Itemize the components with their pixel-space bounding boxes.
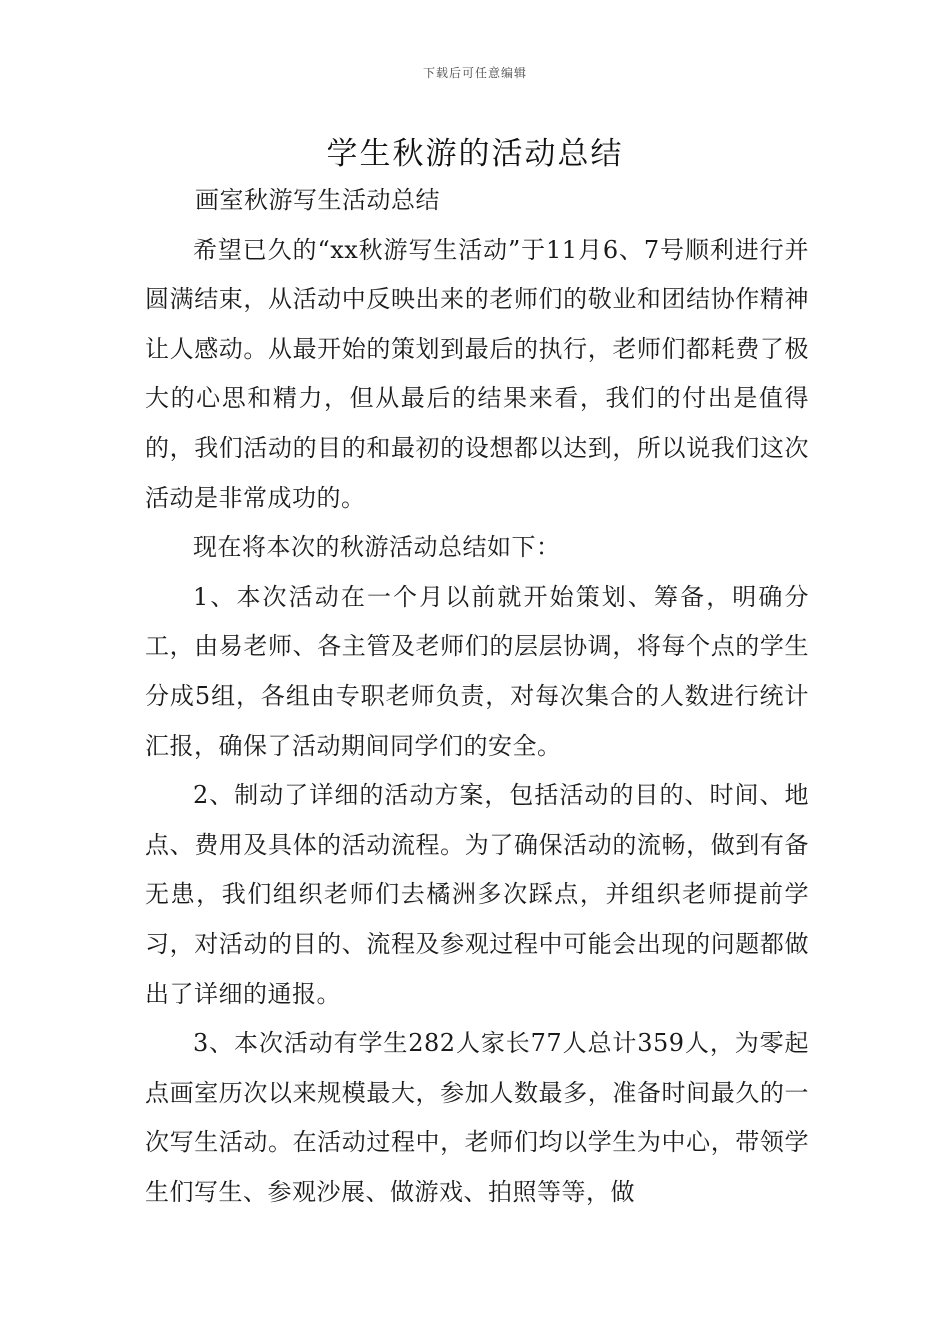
paragraph-intro: 希望已久的“xx秋游写生活动”于11月6、7号顺利进行并圆满结束，从活动中反映出来的老师们的敬业和团结协作精神让人感动。从最开始的策划到最后的执行，老师们都耗费了极大的心思和精力，但从最后的结果来看，我们的付出是值得的，我们活动的目的和最初的设想都以达到，所以说我们这次活动是非常成功的。 — [145, 235, 809, 512]
header-note: 下载后可任意编辑 — [422, 66, 527, 80]
paragraph-item-2: 2、制动了详细的活动方案，包括活动的目的、时间、地点、费用及具体的活动流程。为了确保活动的流畅，做到有备无患，我们组织老师们去橘洲多次踩点，并组织老师提前学习，对活动的目的、流程及参观过程中可能会出现的问题都做出了详细的通报。 — [145, 781, 809, 1008]
document-body — [145, 176, 809, 1217]
paragraph-item-1: 1、本次活动在一个月以前就开始策划、筹备，明确分工，由易老师、各主管及老师们的层层协调，将每个点的学生分成5组，各组由专职老师负责，对每次集合的人数进行统计汇报，确保了活动期间同学们的安全。 — [145, 582, 809, 760]
document-subtitle: 画室秋游写生活动总结 — [195, 186, 440, 214]
paragraph-item-3: 3、本次活动有学生282人家长77人总计359人，为零起点画室历次以来规模最大，参加人数最多，准备时间最久的一次写生活动。在活动过程中，老师们均以学生为中心，带领学生们写生、参观沙展、做游戏、拍照等等，做 — [145, 1029, 809, 1206]
paragraph-summary-lead: 现在将本次的秋游活动总结如下： — [193, 533, 561, 562]
document-title: 学生秋游的活动总结 — [326, 136, 624, 172]
